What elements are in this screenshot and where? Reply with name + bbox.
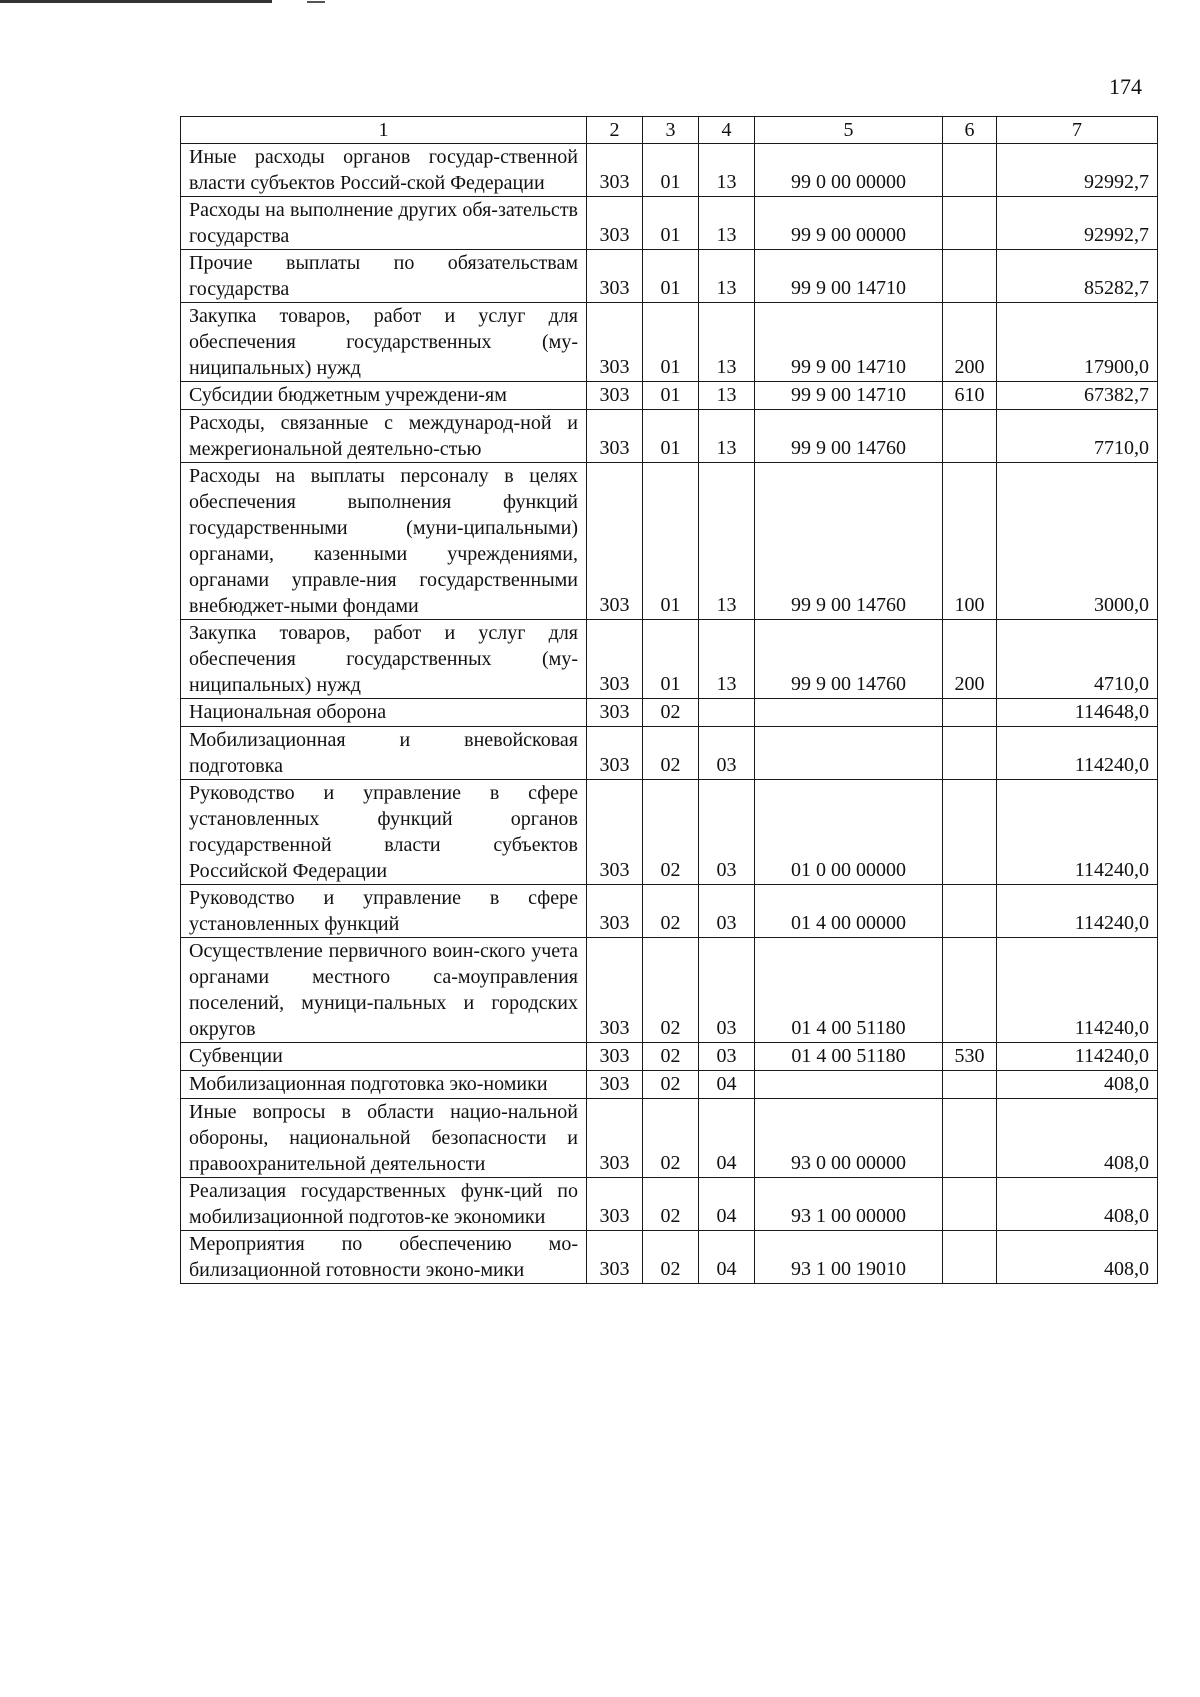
table-row — [181, 620, 1158, 699]
row-subsection-code: 03 — [699, 1043, 755, 1071]
row-target-item-code: 99 9 00 14710 — [755, 250, 943, 303]
row-ministry-code: 303 — [587, 699, 643, 727]
row-target-item-code: 99 9 00 14710 — [755, 303, 943, 382]
table-row — [181, 1231, 1158, 1284]
row-section-code: 02 — [643, 938, 699, 1043]
row-name: Субвенции — [181, 1043, 587, 1071]
header-col-1: 1 — [181, 117, 587, 144]
row-ministry-code: 303 — [587, 197, 643, 250]
row-target-item-code: 93 0 00 00000 — [755, 1099, 943, 1178]
row-section-code: 02 — [643, 1071, 699, 1099]
table-row — [181, 144, 1158, 197]
row-subsection-code: 13 — [699, 250, 755, 303]
row-ministry-code: 303 — [587, 382, 643, 410]
row-target-item-code: 01 4 00 00000 — [755, 885, 943, 938]
scan-edge-rule — [0, 0, 272, 3]
row-expense-type-code: 530 — [943, 1043, 997, 1071]
row-subsection-code: 03 — [699, 780, 755, 885]
table-row — [181, 463, 1158, 620]
row-section-code: 02 — [643, 1043, 699, 1071]
row-ministry-code: 303 — [587, 1043, 643, 1071]
table-row — [181, 410, 1158, 463]
header-col-5: 5 — [755, 117, 943, 144]
row-section-code: 01 — [643, 382, 699, 410]
row-amount: 3000,0 — [997, 463, 1158, 620]
row-name: Осуществление первичного воин-ского учета органами местного са-моуправления поселений, муници-пальных и городских округов — [181, 938, 587, 1043]
row-expense-type-code: 200 — [943, 620, 997, 699]
page-number: 174 — [1109, 74, 1142, 99]
row-target-item-code: 99 0 00 00000 — [755, 144, 943, 197]
row-target-item-code: 99 9 00 14760 — [755, 620, 943, 699]
row-subsection-code: 04 — [699, 1071, 755, 1099]
row-name: Иные вопросы в области нацио-нальной обороны, национальной безопасности и правоохранительной деятельности — [181, 1099, 587, 1178]
table-row — [181, 1071, 1158, 1099]
row-name: Закупка товаров, работ и услуг для обеспечения государственных (му-ниципальных) нужд — [181, 303, 587, 382]
table-row — [181, 938, 1158, 1043]
row-section-code: 01 — [643, 463, 699, 620]
row-target-item-code: 99 9 00 14760 — [755, 410, 943, 463]
row-expense-type-code — [943, 197, 997, 250]
row-target-item-code — [755, 699, 943, 727]
scan-edge-mark — [307, 1, 325, 3]
row-ministry-code: 303 — [587, 1071, 643, 1099]
row-expense-type-code — [943, 1071, 997, 1099]
header-col-2: 2 — [587, 117, 643, 144]
row-amount: 7710,0 — [997, 410, 1158, 463]
row-amount: 67382,7 — [997, 382, 1158, 410]
row-subsection-code: 03 — [699, 938, 755, 1043]
header-row — [181, 117, 1158, 144]
row-section-code: 02 — [643, 780, 699, 885]
row-name: Расходы на выплаты персоналу в целях обеспечения выполнения функций государственными (муни-ципальными) органами, казенными учреждениями, органами управле-ния государственными внебюджет-ными фондами — [181, 463, 587, 620]
row-expense-type-code — [943, 885, 997, 938]
row-subsection-code: 13 — [699, 144, 755, 197]
row-ministry-code: 303 — [587, 303, 643, 382]
table-row — [181, 780, 1158, 885]
row-amount: 408,0 — [997, 1178, 1158, 1231]
row-target-item-code: 93 1 00 00000 — [755, 1178, 943, 1231]
row-expense-type-code — [943, 1231, 997, 1284]
row-subsection-code: 03 — [699, 885, 755, 938]
row-amount: 114648,0 — [997, 699, 1158, 727]
row-amount: 114240,0 — [997, 780, 1158, 885]
row-target-item-code: 01 4 00 51180 — [755, 938, 943, 1043]
table-row — [181, 303, 1158, 382]
row-expense-type-code: 610 — [943, 382, 997, 410]
row-subsection-code: 13 — [699, 303, 755, 382]
row-amount: 85282,7 — [997, 250, 1158, 303]
row-expense-type-code — [943, 938, 997, 1043]
row-section-code: 01 — [643, 303, 699, 382]
row-section-code: 02 — [643, 699, 699, 727]
row-ministry-code: 303 — [587, 780, 643, 885]
table-row — [181, 699, 1158, 727]
header-col-3: 3 — [643, 117, 699, 144]
table-row — [181, 1099, 1158, 1178]
row-name: Расходы, связанные с международ-ной и межрегиональной деятельно-стью — [181, 410, 587, 463]
row-name: Расходы на выполнение других обя-зательств государства — [181, 197, 587, 250]
row-subsection-code: 04 — [699, 1231, 755, 1284]
row-amount: 114240,0 — [997, 938, 1158, 1043]
row-ministry-code: 303 — [587, 1231, 643, 1284]
row-ministry-code: 303 — [587, 1099, 643, 1178]
row-target-item-code — [755, 1071, 943, 1099]
row-name: Иные расходы органов государ-ственной власти субъектов Россий-ской Федерации — [181, 144, 587, 197]
row-ministry-code: 303 — [587, 1178, 643, 1231]
row-section-code: 01 — [643, 197, 699, 250]
row-expense-type-code — [943, 699, 997, 727]
row-section-code: 02 — [643, 1099, 699, 1178]
row-section-code: 02 — [643, 885, 699, 938]
table-row — [181, 1178, 1158, 1231]
row-subsection-code: 13 — [699, 382, 755, 410]
row-expense-type-code — [943, 410, 997, 463]
row-subsection-code: 13 — [699, 410, 755, 463]
row-amount: 114240,0 — [997, 727, 1158, 780]
table-row — [181, 727, 1158, 780]
row-ministry-code: 303 — [587, 885, 643, 938]
row-amount: 408,0 — [997, 1099, 1158, 1178]
row-target-item-code: 99 9 00 14760 — [755, 463, 943, 620]
row-expense-type-code — [943, 1099, 997, 1178]
row-target-item-code: 01 0 00 00000 — [755, 780, 943, 885]
row-expense-type-code — [943, 727, 997, 780]
row-section-code: 02 — [643, 727, 699, 780]
row-section-code: 01 — [643, 620, 699, 699]
row-expense-type-code: 200 — [943, 303, 997, 382]
row-ministry-code: 303 — [587, 463, 643, 620]
row-name: Национальная оборона — [181, 699, 587, 727]
row-section-code: 02 — [643, 1178, 699, 1231]
row-subsection-code: 04 — [699, 1178, 755, 1231]
row-expense-type-code — [943, 780, 997, 885]
table-row — [181, 250, 1158, 303]
row-name: Мероприятия по обеспечению мо-билизационной готовности эконо-мики — [181, 1231, 587, 1284]
row-section-code: 02 — [643, 1231, 699, 1284]
row-subsection-code: 04 — [699, 1099, 755, 1178]
row-name: Прочие выплаты по обязательствам государства — [181, 250, 587, 303]
table-row — [181, 885, 1158, 938]
row-amount: 4710,0 — [997, 620, 1158, 699]
row-name: Руководство и управление в сфере установленных функций органов государственной власти субъектов Российской Федерации — [181, 780, 587, 885]
row-subsection-code: 13 — [699, 463, 755, 620]
row-target-item-code: 93 1 00 19010 — [755, 1231, 943, 1284]
row-subsection-code — [699, 699, 755, 727]
budget-table — [180, 116, 1158, 1284]
row-subsection-code: 13 — [699, 197, 755, 250]
row-expense-type-code — [943, 1178, 997, 1231]
row-name: Руководство и управление в сфере установленных функций — [181, 885, 587, 938]
row-amount: 92992,7 — [997, 144, 1158, 197]
header-col-6: 6 — [943, 117, 997, 144]
row-target-item-code: 01 4 00 51180 — [755, 1043, 943, 1071]
row-ministry-code: 303 — [587, 727, 643, 780]
row-name: Субсидии бюджетным учреждени-ям — [181, 382, 587, 410]
row-amount: 408,0 — [997, 1071, 1158, 1099]
table-body — [181, 144, 1158, 1284]
row-ministry-code: 303 — [587, 144, 643, 197]
row-ministry-code: 303 — [587, 250, 643, 303]
row-expense-type-code — [943, 144, 997, 197]
row-section-code: 01 — [643, 410, 699, 463]
row-name: Мобилизационная и вневойсковая подготовка — [181, 727, 587, 780]
row-section-code: 01 — [643, 144, 699, 197]
row-section-code: 01 — [643, 250, 699, 303]
row-subsection-code: 13 — [699, 620, 755, 699]
header-col-7: 7 — [997, 117, 1158, 144]
row-ministry-code: 303 — [587, 938, 643, 1043]
row-name: Закупка товаров, работ и услуг для обеспечения государственных (му-ниципальных) нужд — [181, 620, 587, 699]
table-row — [181, 1043, 1158, 1071]
row-expense-type-code: 100 — [943, 463, 997, 620]
row-subsection-code: 03 — [699, 727, 755, 780]
row-name: Мобилизационная подготовка эко-номики — [181, 1071, 587, 1099]
row-ministry-code: 303 — [587, 620, 643, 699]
row-name: Реализация государственных функ-ций по мобилизационной подготов-ке экономики — [181, 1178, 587, 1231]
table-row — [181, 382, 1158, 410]
row-target-item-code — [755, 727, 943, 780]
header-col-4: 4 — [699, 117, 755, 144]
row-ministry-code: 303 — [587, 410, 643, 463]
row-amount: 114240,0 — [997, 885, 1158, 938]
row-expense-type-code — [943, 250, 997, 303]
row-amount: 114240,0 — [997, 1043, 1158, 1071]
table-row — [181, 197, 1158, 250]
row-amount: 408,0 — [997, 1231, 1158, 1284]
row-amount: 92992,7 — [997, 197, 1158, 250]
row-target-item-code: 99 9 00 00000 — [755, 197, 943, 250]
row-target-item-code: 99 9 00 14710 — [755, 382, 943, 410]
row-amount: 17900,0 — [997, 303, 1158, 382]
